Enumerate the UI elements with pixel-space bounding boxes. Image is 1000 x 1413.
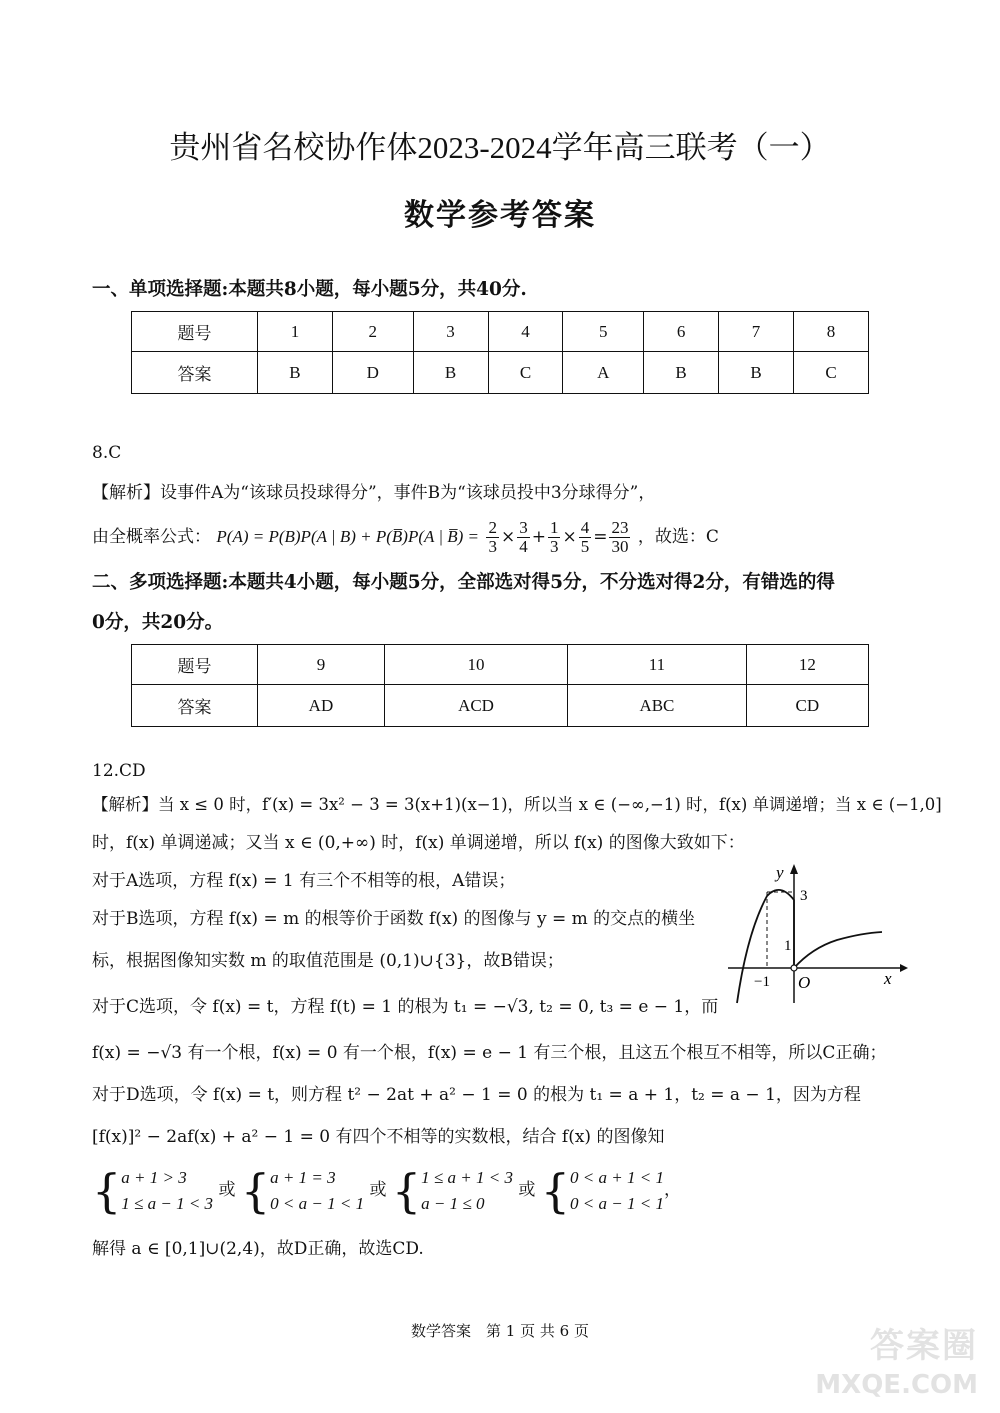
answer-table-1 bbox=[131, 311, 869, 394]
table2-a: ACD bbox=[384, 685, 567, 727]
q12-systems: { a + 1 > 3 1 ≤ a − 1 < 3 或 { a + 1 = 3 0 < a − 1 < 1 或 { 1 ≤ a + 1 < 3 a − 1 ≤ 0 或 { 0 < a + 1 < 1 0 < a − 1 < 1 ， bbox=[92, 1163, 681, 1218]
table1-a: A bbox=[563, 352, 644, 394]
table2-q: 11 bbox=[568, 645, 747, 685]
table2-label-question: 题号 bbox=[132, 645, 258, 685]
q12-line1: 【解析】当 x ≤ 0 时，f′(x) = 3x² − 3 = 3(x+1)(x−1)，所以当 x ∈ (−∞,−1) 时，f(x) 单调递增；当 x ∈ (−1,0] bbox=[92, 795, 942, 814]
q12-label: 12.CD bbox=[92, 761, 146, 781]
table1-a: B bbox=[258, 352, 333, 394]
y-axis-arrow bbox=[790, 864, 798, 874]
fraction: $\frac{4}{5}$ bbox=[580, 518, 590, 556]
q8-label: 8.C bbox=[92, 443, 122, 463]
q12-line6: 对于C选项，令 f(x) = t，方程 f(t) = 1 的根为 t₁ = −√3, t₂ = 0, t₃ = e − 1，而 bbox=[92, 997, 719, 1017]
table2-a: AD bbox=[258, 685, 385, 727]
q12-line8: 对于D选项，令 f(x) = t，则方程 t² − 2at + a² − 1 = 0 的根为 t₁ = a + 1，t₂ = a − 1，因为方程 bbox=[92, 1085, 861, 1105]
section2-heading-line2: 0分，共20分。 bbox=[92, 612, 224, 633]
table2-q: 9 bbox=[258, 645, 385, 685]
q12-line4: 对于B选项，方程 f(x) = m 的根等价于函数 f(x) 的图像与 y = m 的交点的横坐 bbox=[92, 909, 696, 929]
origin-label: O bbox=[798, 973, 811, 992]
table1-a: C bbox=[488, 352, 563, 394]
fraction: $\frac{2}{3}$ bbox=[488, 518, 497, 556]
table1-q: 5 bbox=[563, 312, 644, 352]
answer-table-2 bbox=[131, 644, 869, 727]
table1-a: C bbox=[793, 352, 868, 394]
table2-q: 10 bbox=[384, 645, 567, 685]
fraction: $\frac{1}{3}$ bbox=[549, 518, 559, 556]
x-axis-arrow bbox=[900, 964, 908, 972]
table1-q: 1 bbox=[258, 312, 333, 352]
table1-a: D bbox=[332, 352, 413, 394]
table1-a: B bbox=[644, 352, 719, 394]
x-label: x bbox=[884, 969, 892, 988]
q8-prefix: 由全概率公式： bbox=[92, 527, 211, 547]
table2-label-answer: 答案 bbox=[132, 685, 258, 727]
table1-q: 2 bbox=[332, 312, 413, 352]
q8-formula: P(A) = P(B)P(A | B) + P(B̅)P(A | B̅) = bbox=[216, 527, 480, 546]
section1-heading: 一、单项选择题:本题共8小题，每小题5分，共40分. bbox=[92, 279, 527, 300]
q8-analysis-line1: 【解析】设事件A为“该球员投球得分”，事件B为“该球员投中3分球得分”， bbox=[92, 483, 656, 503]
fraction: $\frac{23}{30}$ bbox=[611, 518, 629, 556]
system-3: 1 ≤ a + 1 < 3 a − 1 ≤ 0 bbox=[421, 1167, 513, 1213]
q12-line9: [f(x)]² − 2af(x) + a² − 1 = 0 有四个不相等的实数根，结合 f(x) 的图像知 bbox=[92, 1127, 665, 1147]
q12-conclusion: 解得 a ∈ [0,1]∪(2,4)，故D正确，故选CD. bbox=[92, 1239, 424, 1259]
q12-line3: 对于A选项，方程 f(x) = 1 有三个不相等的根，A错误； bbox=[92, 871, 516, 891]
section2-heading-line1: 二、多项选择题:本题共4小题，每小题5分，全部选对得5分，不分选对得2分，有错选的得 bbox=[92, 572, 835, 593]
system-2: a + 1 = 3 0 < a − 1 < 1 bbox=[270, 1167, 365, 1213]
system-1: a + 1 > 3 1 ≤ a − 1 < 3 bbox=[121, 1167, 214, 1213]
table1-label-answer: 答案 bbox=[132, 352, 258, 394]
open-point bbox=[791, 965, 797, 971]
curve-right bbox=[794, 932, 882, 968]
tick-neg1: −1 bbox=[754, 974, 770, 990]
table1-q: 4 bbox=[488, 312, 563, 352]
q8-suffix: ，故选：C bbox=[637, 527, 719, 547]
page-title: 贵州省名校协作体2023-2024学年高三联考（一） bbox=[169, 130, 831, 165]
tick-3: 3 bbox=[800, 888, 808, 904]
page-footer: 数学答案 第 1 页 共 6 页 bbox=[411, 1322, 589, 1340]
fraction: $\frac{3}{4}$ bbox=[519, 518, 528, 556]
table1-q: 3 bbox=[413, 312, 488, 352]
table1-q: 6 bbox=[644, 312, 719, 352]
table1-a: B bbox=[413, 352, 488, 394]
watermark-url: MXQE.COM bbox=[815, 1370, 978, 1400]
table2-a: CD bbox=[746, 685, 868, 727]
table1-q: 8 bbox=[793, 312, 868, 352]
q12-line5: 标，根据图像知实数 m 的取值范围是 (0,1)∪{3}，故B错误； bbox=[92, 951, 564, 971]
table2-q: 12 bbox=[746, 645, 868, 685]
q12-line7: f(x) = −√3 有一个根，f(x) = 0 有一个根，f(x) = e − 1 有三个根，且这五个根互不相等，所以C正确； bbox=[92, 1043, 887, 1063]
q12-line2: 时，f(x) 单调递减；又当 x ∈ (0,+∞) 时，f(x) 单调递增，所以 f(x) 的图像大致如下： bbox=[92, 833, 745, 853]
tick-1: 1 bbox=[784, 938, 792, 954]
system-4: 0 < a + 1 < 1 0 < a − 1 < 1 bbox=[570, 1167, 664, 1213]
function-graph bbox=[722, 858, 912, 1008]
q8-formula-line: 由全概率公式： P(A) = P(B)P(A | B) + P(B̅)P(A | B̅) = $\frac{2}{3}$ × $\frac{3}{4}$ + $\frac{1}{3}$ × $\frac{4}{5}$ = $\frac{23}{30}$ ，故选：C bbox=[92, 518, 719, 556]
table2-a: ABC bbox=[568, 685, 747, 727]
watermark-logo: 答案圈 bbox=[870, 1326, 978, 1366]
y-label: y bbox=[776, 863, 784, 882]
table1-q: 7 bbox=[719, 312, 794, 352]
table1-a: B bbox=[719, 352, 794, 394]
page-subtitle: 数学参考答案 bbox=[404, 198, 596, 233]
table1-label-question: 题号 bbox=[132, 312, 258, 352]
